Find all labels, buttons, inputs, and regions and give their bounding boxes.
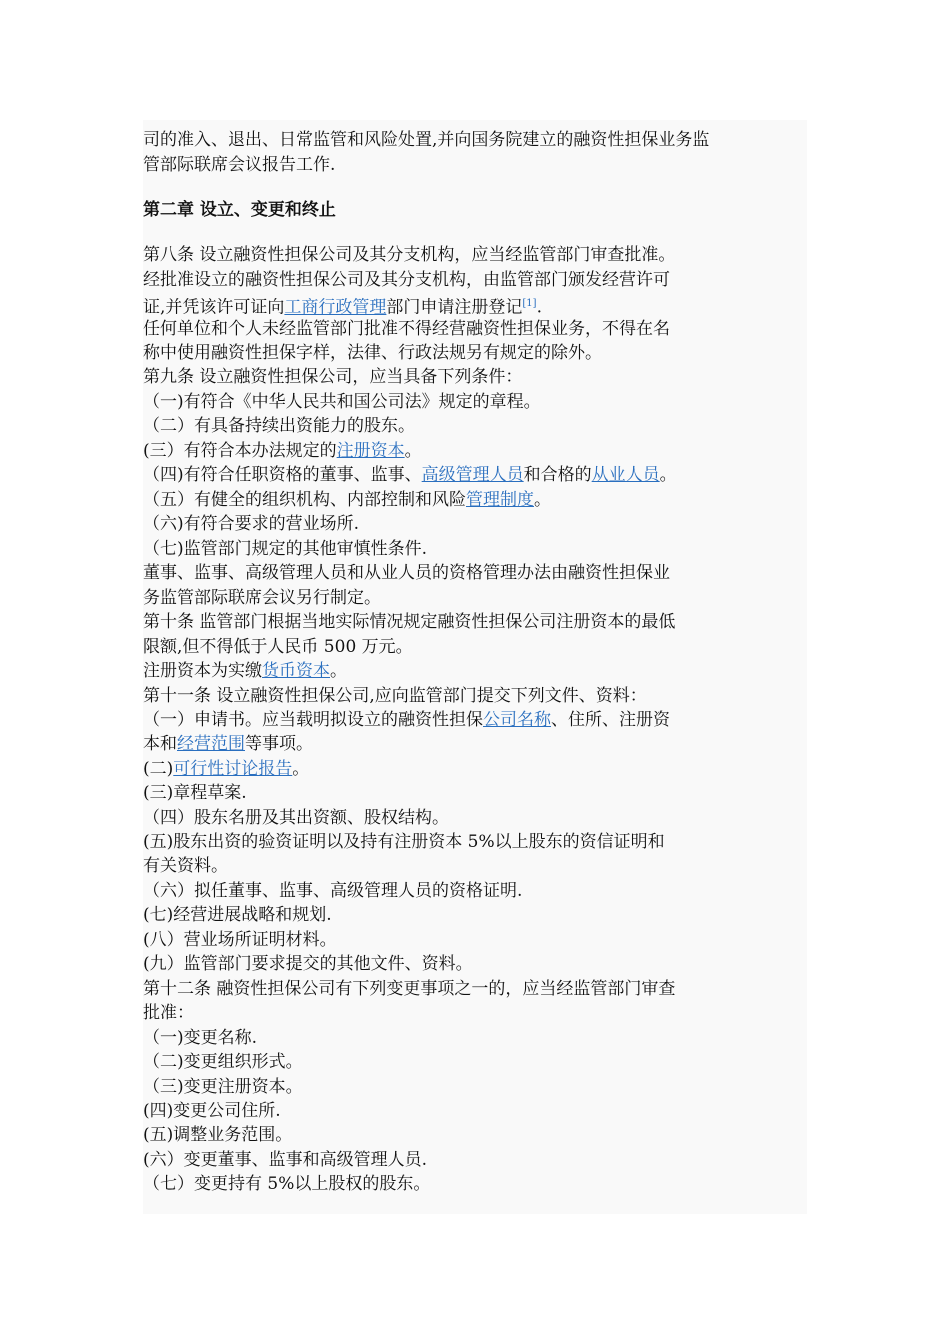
text-line	[143, 292, 542, 320]
hyperlink[interactable]: 从业人员	[591, 465, 660, 485]
text-line	[143, 1099, 281, 1124]
text-line	[143, 1148, 427, 1173]
text-segment: (三）有符合本办法规定的	[143, 441, 337, 461]
text-segment: （一）申请书。应当载明拟设立的融资性担保	[143, 710, 483, 730]
text-line	[143, 243, 675, 268]
text-segment: (九）监管部门要求提交的其他文件、资料。	[143, 954, 473, 974]
text-segment: 。	[659, 465, 677, 485]
text-segment: 。	[534, 490, 551, 510]
text-line	[143, 561, 670, 586]
text-line	[143, 268, 670, 293]
text-segment: （二）有具备持续出资能力的股东。	[143, 416, 415, 436]
text-segment: (二)	[143, 759, 174, 779]
text-line	[143, 1050, 303, 1075]
text-line	[143, 928, 337, 953]
text-line	[143, 830, 665, 855]
text-line	[143, 1075, 303, 1100]
text-line	[143, 806, 449, 831]
hyperlink[interactable]: 管理制度	[466, 490, 534, 510]
hyperlink[interactable]: 可行性讨论报告	[173, 759, 293, 779]
text-line	[143, 439, 422, 464]
text-segment: 司的准入、退出、日常监管和风险处置,并向国务院建立的融资性担保业务监	[143, 130, 710, 150]
text-line	[143, 1001, 194, 1026]
text-line	[143, 586, 381, 611]
text-segment: 第十一条 设立融资性担保公司,应向监管部门提交下列文件、资料：	[143, 686, 647, 706]
text-line	[143, 153, 335, 178]
text-line	[143, 977, 675, 1002]
text-segment: .	[536, 297, 542, 318]
text-line	[143, 463, 677, 488]
text-segment: (四)变更公司住所.	[143, 1101, 281, 1121]
text-line	[143, 635, 413, 660]
text-segment: （四)有符合任职资格的董事、监事、	[143, 465, 422, 485]
text-line	[143, 684, 647, 709]
text-segment: (五)股东出资的验资证明以及持有注册资本 5%以上股东的资信证明和	[143, 832, 665, 852]
text-segment: 管部际联席会议报告工作.	[143, 155, 336, 175]
text-segment: (六）变更董事、监事和高级管理人员.	[143, 1150, 428, 1170]
text-segment: 。	[292, 759, 310, 779]
text-line	[143, 512, 359, 537]
hyperlink[interactable]: 工商行政管理	[284, 297, 387, 318]
text-segment: (七)经营进展战略和规划.	[143, 905, 332, 925]
text-segment: 注册资本为实缴	[143, 661, 262, 681]
text-segment: 等事项。	[245, 734, 313, 754]
text-segment: 务监管部际联席会议另行制定。	[143, 588, 381, 608]
hyperlink[interactable]: 经营范围	[177, 734, 245, 754]
text-segment: 第二章 设立、变更和终止	[143, 200, 336, 220]
document-content	[143, 120, 807, 1214]
text-line	[143, 659, 347, 684]
text-segment: （六)有符合要求的营业场所.	[143, 514, 360, 534]
text-segment: (三)章程草案.	[143, 783, 247, 803]
text-segment: 证,并凭该许可证向	[143, 297, 285, 318]
text-segment: 称中使用融资性担保字样，法律、行政法规另有规定的除外。	[143, 343, 602, 363]
text-segment: 第十二条 融资性担保公司有下列变更事项之一的，应当经监管部门审查	[143, 979, 676, 999]
text-segment: 任何单位和个人未经监管部门批准不得经营融资性担保业务，不得在名	[143, 319, 670, 339]
text-segment: 限额,但不得低于人民币 500 万元。	[143, 637, 413, 657]
text-segment: 董事、监事、高级管理人员和从业人员的资格管理办法由融资性担保业	[143, 563, 670, 583]
text-line	[143, 757, 309, 782]
text-segment: （七）变更持有 5%以上股权的股东。	[143, 1174, 431, 1194]
text-line	[143, 128, 709, 153]
text-segment: (八）营业场所证明材料。	[143, 930, 337, 950]
text-segment: 、住所、注册资	[551, 710, 670, 730]
text-line	[143, 390, 541, 415]
hyperlink[interactable]: 注册资本	[336, 441, 405, 461]
text-line	[143, 732, 313, 757]
text-line	[143, 1172, 430, 1197]
text-line	[143, 1123, 292, 1148]
text-segment: （一)变更名称.	[143, 1028, 258, 1048]
hyperlink[interactable]: 公司名称	[483, 710, 551, 730]
text-segment: 部门申请注册登记	[386, 297, 523, 318]
text-segment: 经批准设立的融资性担保公司及其分支机构，由监管部门颁发经营许可	[143, 270, 670, 290]
text-line	[143, 537, 427, 562]
text-line	[143, 1026, 257, 1051]
text-segment: （七)监管部门规定的其他审慎性条件.	[143, 539, 428, 559]
hyperlink[interactable]: 高级管理人员	[421, 465, 524, 485]
text-line	[143, 854, 228, 879]
text-segment: 第九条 设立融资性担保公司，应当具备下列条件：	[143, 367, 523, 387]
text-line	[143, 879, 522, 904]
text-line	[143, 341, 602, 366]
text-segment: (五)调整业务范围。	[143, 1125, 293, 1145]
text-line	[143, 952, 473, 977]
footnote-reference-link[interactable]: [1]	[522, 298, 537, 309]
text-segment: （六）拟任董事、监事、高级管理人员的资格证明.	[143, 881, 523, 901]
text-segment: 。	[404, 441, 422, 461]
text-segment: （三)变更注册资本。	[143, 1077, 303, 1097]
text-segment: 第十条 监管部门根据当地实际情况规定融资性担保公司注册资本的最低	[143, 612, 676, 632]
text-segment: （五）有健全的组织机构、内部控制和风险	[143, 490, 466, 510]
text-segment: 本和	[143, 734, 177, 754]
text-segment: （一)有符合《中华人民共和国公司法》规定的章程。	[143, 392, 541, 412]
text-line	[143, 781, 247, 806]
text-segment: （二)变更组织形式。	[143, 1052, 303, 1072]
text-segment: （四）股东名册及其出资额、股权结构。	[143, 808, 449, 828]
text-segment: 和合格的	[523, 465, 592, 485]
hyperlink[interactable]: 货币资本	[262, 661, 330, 681]
text-line	[143, 414, 415, 439]
chapter-heading	[143, 198, 336, 223]
text-segment: 批准：	[143, 1003, 194, 1023]
text-segment: 第八条 设立融资性担保公司及其分支机构，应当经监管部门审查批准。	[143, 245, 676, 265]
text-segment: 。	[330, 661, 347, 681]
text-line	[143, 903, 332, 928]
text-line	[143, 708, 670, 733]
text-line	[143, 317, 670, 342]
text-line	[143, 365, 522, 390]
text-segment: 有关资料。	[143, 856, 228, 876]
text-line	[143, 610, 675, 635]
text-line	[143, 488, 551, 513]
